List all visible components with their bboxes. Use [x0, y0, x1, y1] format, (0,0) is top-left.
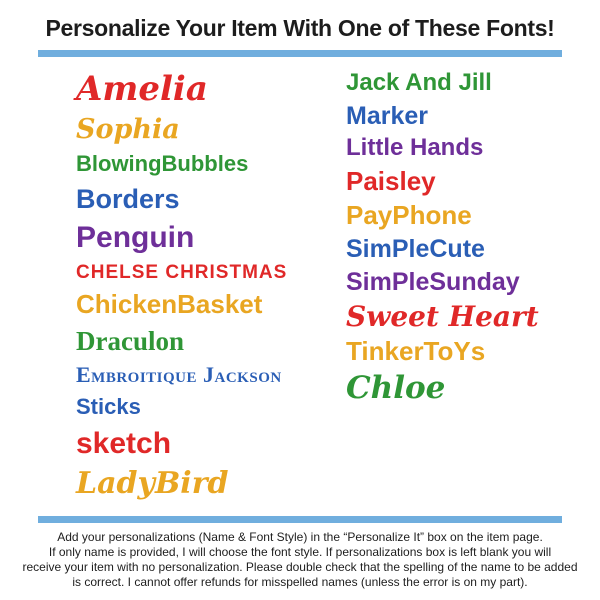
font-sample-draculon: Draculon	[76, 326, 184, 357]
font-sample-tinkertoys: TinkerToYs	[346, 336, 486, 367]
font-sample-embroitique-jackson: Embroitique Jackson	[76, 362, 282, 388]
footer-line: If only name is provided, I will choose the font style. If personalizations box is left blank you will	[48, 544, 552, 559]
font-sample-simplesunday: SimPleSunday	[346, 267, 520, 296]
bottom-divider	[38, 516, 562, 523]
font-sample-payphone: PayPhone	[346, 199, 472, 230]
font-sample-chloe: Chloe	[346, 370, 446, 407]
font-sample-little-hands: Little Hands	[346, 133, 484, 161]
font-sample-borders: Borders	[76, 183, 180, 214]
font-sample-jack-and-jill: Jack And Jill	[346, 69, 492, 96]
footer-note	[0, 530, 600, 590]
font-sample-sketch: sketch	[76, 426, 172, 460]
font-sample-chickenbasket: ChickenBasket	[76, 289, 263, 320]
footer-line: receive your item with no personalization. Please double check that the spelling of the name to be added	[22, 559, 578, 574]
font-sample-blowingbubbles: BlowingBubbles	[76, 151, 249, 177]
font-sample-sophia: Sophia	[76, 114, 180, 146]
font-sample-sweet-heart: Sweet Heart	[346, 299, 539, 333]
font-sample-paisley: Paisley	[346, 165, 436, 196]
top-divider	[38, 50, 562, 57]
font-sample-penguin: Penguin	[76, 221, 195, 255]
footer-line: Add your personalizations (Name & Font Style) in the “Personalize It” box on the item page.	[57, 529, 543, 544]
font-list	[0, 57, 600, 508]
font-sample-ladybird: LadyBird	[76, 466, 229, 502]
font-column-left	[76, 70, 346, 508]
page-title: Personalize Your Item With One of These Fonts!	[45, 15, 555, 41]
font-sample-marker: Marker	[346, 101, 428, 130]
font-column-right	[346, 70, 600, 508]
footer-section	[0, 508, 600, 590]
font-sample-amelia: Amelia	[76, 69, 208, 109]
font-sample-sticks: Sticks	[76, 394, 141, 419]
font-sample-chelse-christmas: CHELSE CHRISTMAS	[76, 261, 288, 283]
footer-line: is correct. I cannot offer refunds for misspelled names (unless the error is on my part).	[72, 574, 528, 589]
font-sample-simplecute: SimPleCute	[346, 234, 485, 263]
